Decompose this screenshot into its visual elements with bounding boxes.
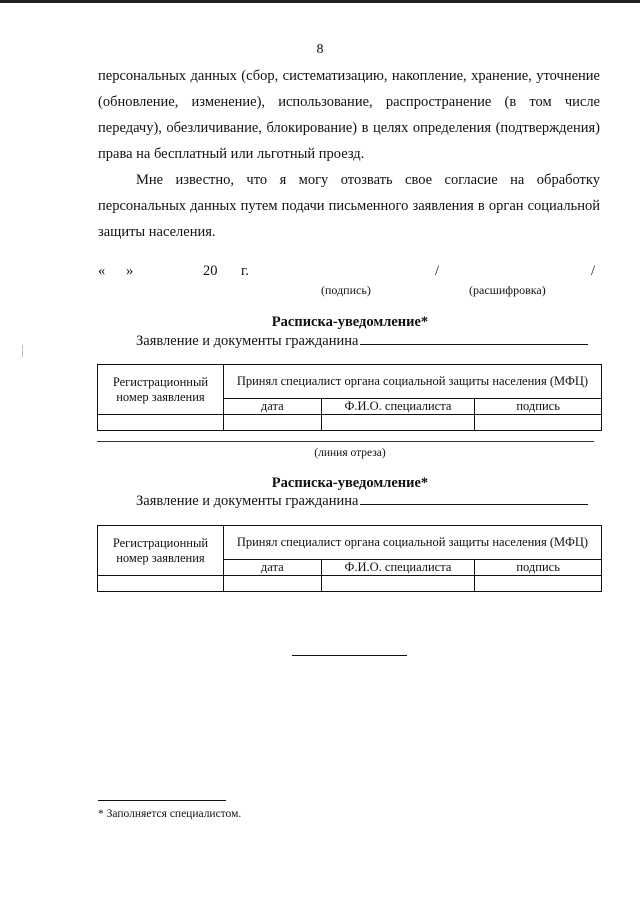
top-border	[0, 0, 640, 3]
receipt-title-2: Расписка-уведомление*	[271, 475, 429, 491]
reg-number-header: Регистрационный номер заявления	[98, 365, 224, 415]
cut-line	[97, 441, 594, 442]
signature-header: подпись	[475, 560, 602, 576]
signature-cell	[475, 415, 602, 431]
decoding-caption: (расшифровка)	[469, 283, 546, 297]
close-quote: »	[126, 263, 134, 279]
signature-cell	[475, 576, 602, 592]
consent-paragraph-continued: персональных данных (сбор, систематизацию, накопление, хранение, уточнение (обновление, изменение), использование, распространение (в том числе передачу), обезличивание, блокирование) в целях определения (подтверждения) права на бесплатный или льготный проезд.	[98, 68, 600, 162]
date-cell	[223, 576, 321, 592]
receipt-subtitle-1	[136, 332, 588, 350]
year-suffix: г.	[241, 263, 249, 279]
date-cell	[223, 415, 321, 431]
year-prefix: 20	[203, 263, 218, 279]
receipt-title-1: Расписка-уведомление*	[271, 314, 429, 330]
date-signature-line	[98, 263, 608, 285]
specialist-name-cell	[321, 415, 475, 431]
specialist-name-header: Ф.И.О. специалиста	[321, 560, 475, 576]
specialist-name-header: Ф.И.О. специалиста	[321, 399, 475, 415]
slash-2: /	[591, 263, 596, 279]
accepted-header: Принял специалист органа социальной защиты населения (МФЦ)	[223, 526, 601, 560]
revocation-paragraph: Мне известно, что я могу отозвать свое согласие на обработку персональных данных путем подачи письменного заявления в орган социальной защиты населения.	[98, 172, 600, 240]
open-quote: «	[98, 263, 106, 279]
citizen-blank-2	[360, 492, 588, 505]
citizen-blank-1	[360, 332, 588, 345]
date-header: дата	[223, 560, 321, 576]
receipt-subtitle-text-1: Заявление и документы гражданина	[136, 333, 359, 349]
reg-number-cell	[98, 576, 224, 592]
page-number: 8	[316, 42, 324, 57]
reg-number-header: Регистрационный номер заявления	[98, 526, 224, 576]
footnote-rule	[98, 800, 226, 801]
end-rule	[292, 655, 407, 656]
receipt-table-1	[97, 364, 602, 431]
cut-line-caption: (линия отреза)	[314, 447, 386, 459]
footnote: * Заполняется специалистом.	[98, 808, 242, 820]
slash-1: /	[435, 263, 440, 279]
date-header: дата	[223, 399, 321, 415]
specialist-name-cell	[321, 576, 475, 592]
receipt-table-2	[97, 525, 602, 592]
scan-mark	[22, 345, 23, 357]
signature-caption: (подпись)	[321, 283, 371, 297]
receipt-subtitle-text-2: Заявление и документы гражданина	[136, 493, 359, 509]
receipt-subtitle-2	[136, 492, 588, 510]
signature-header: подпись	[475, 399, 602, 415]
accepted-header: Принял специалист органа социальной защиты населения (МФЦ)	[223, 365, 601, 399]
reg-number-cell	[98, 415, 224, 431]
